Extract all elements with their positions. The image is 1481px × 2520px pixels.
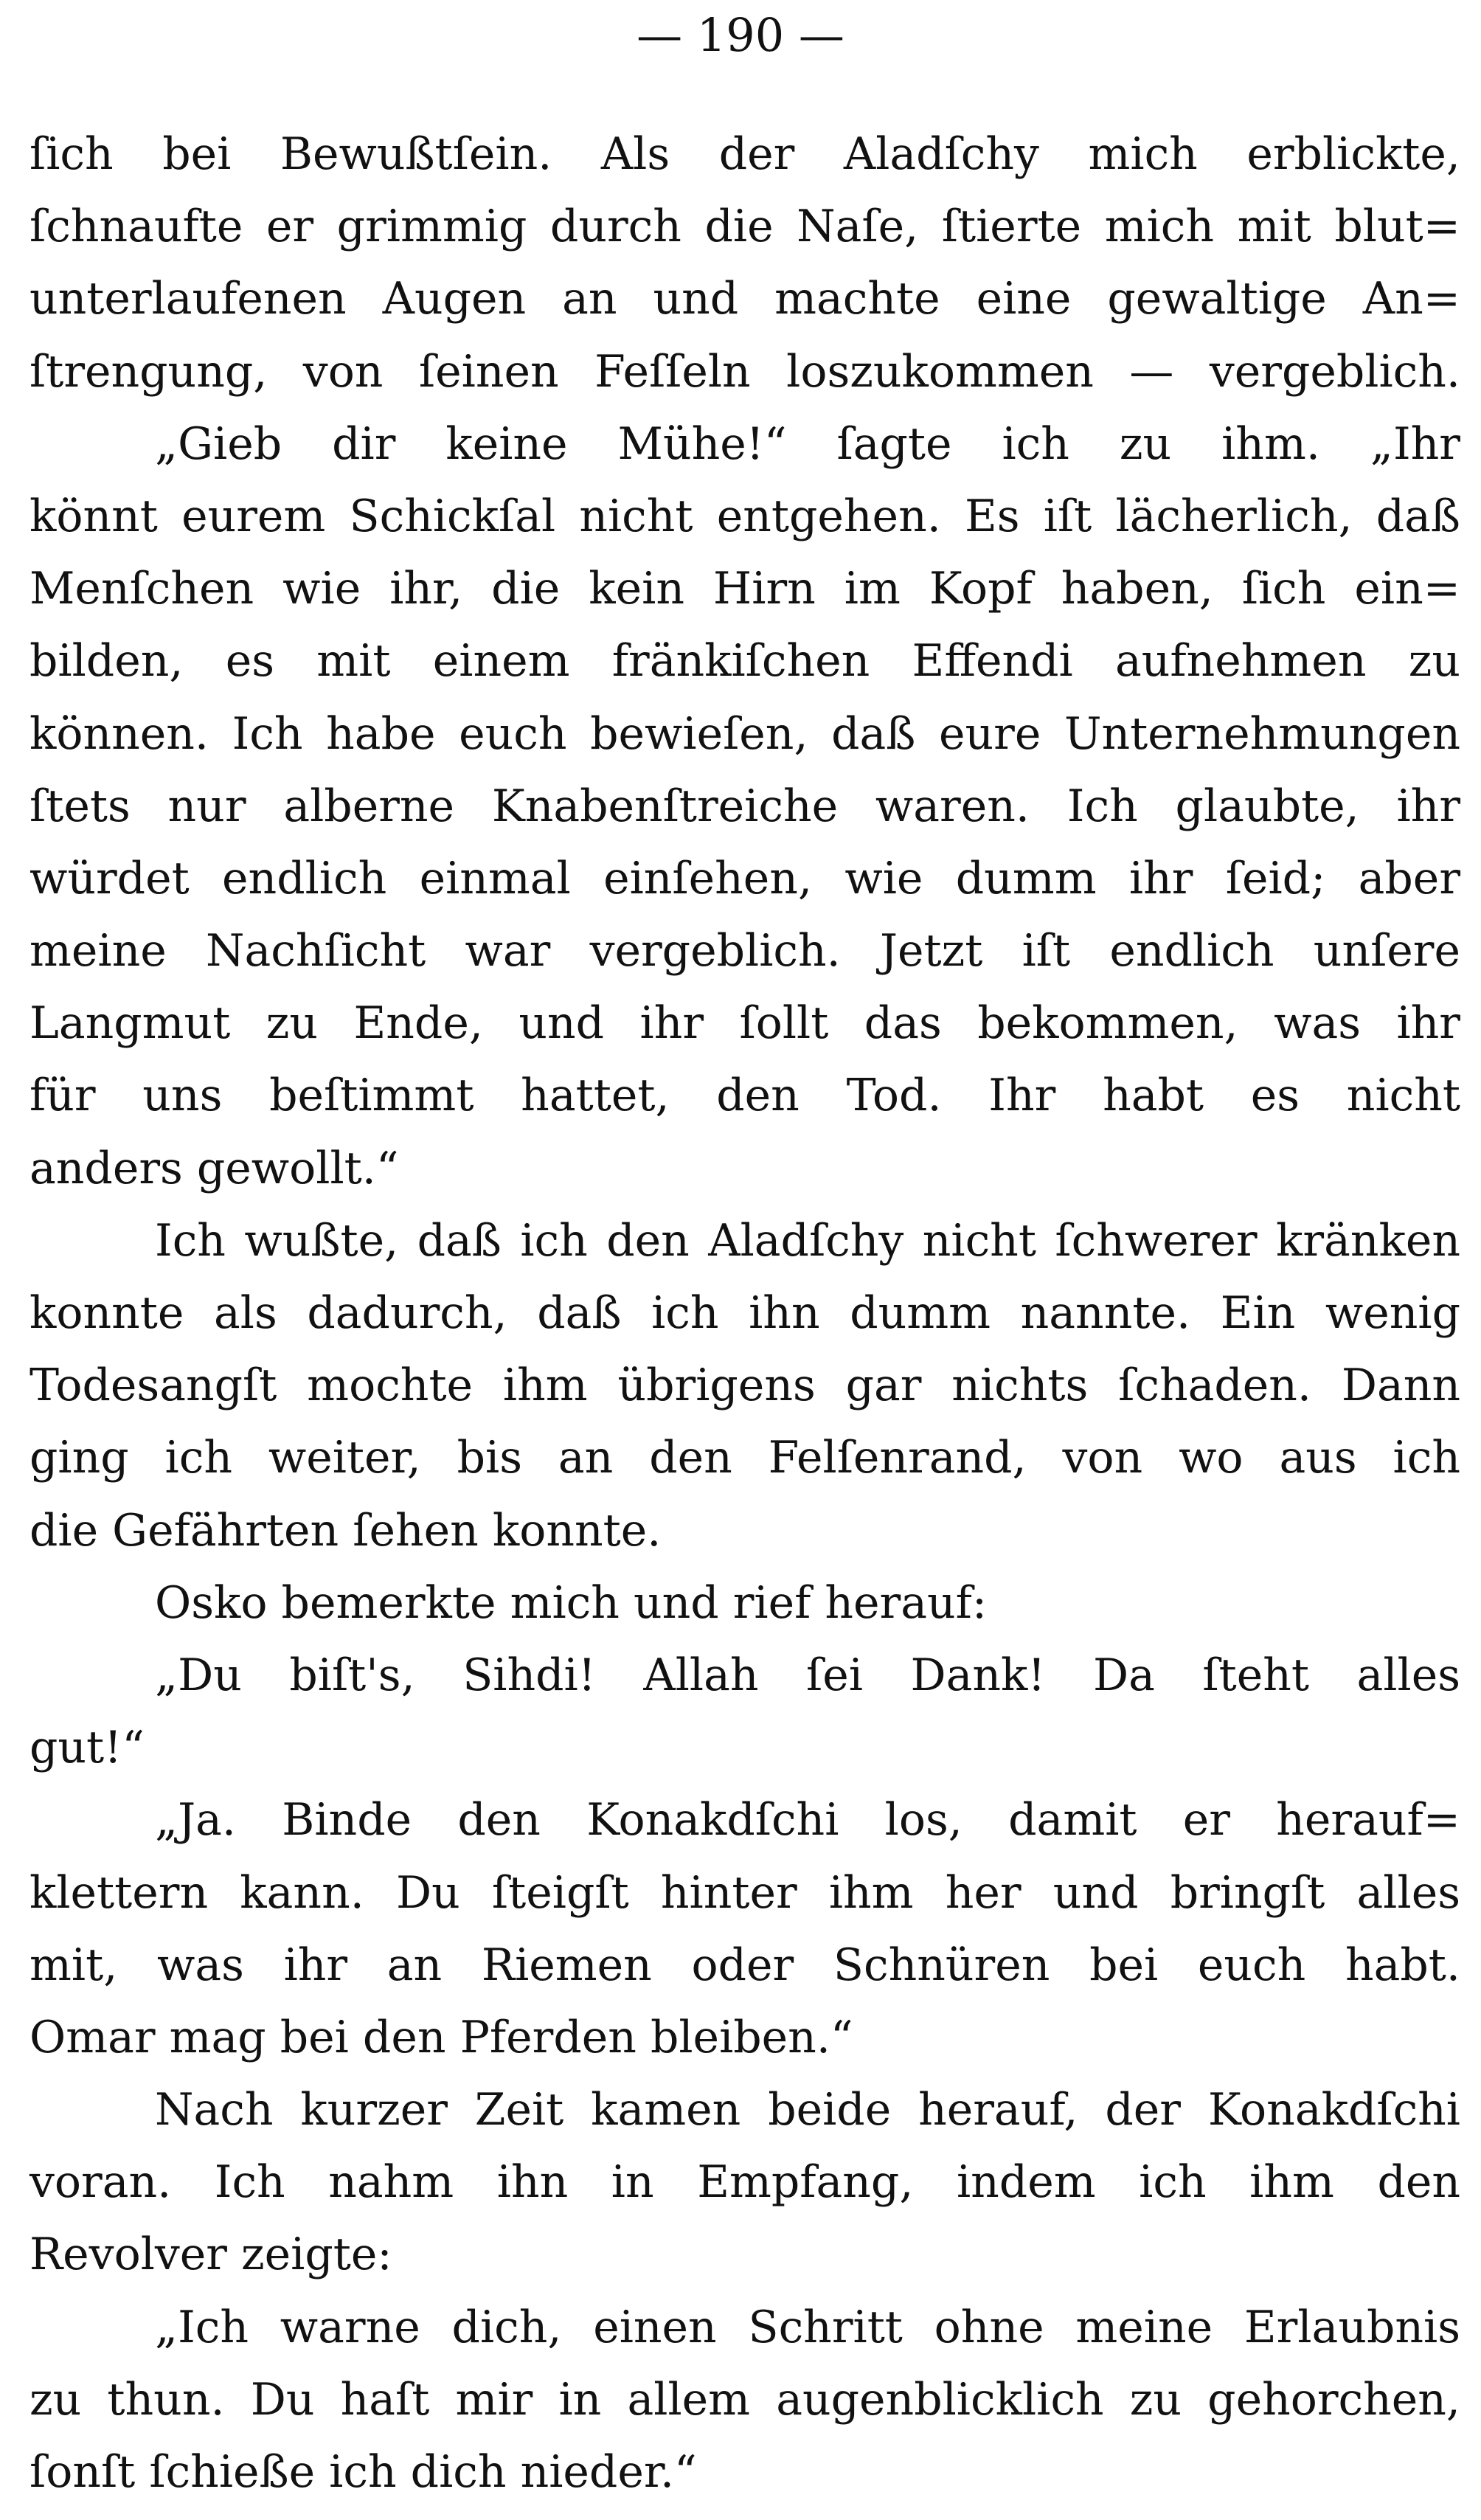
text-line: die Gefährten ſehen konnte. (30, 1504, 662, 1557)
text-line: klettern kann. Du ſteigſt hinter ihm her und bringſt alles (30, 1866, 1460, 1919)
text-line: voran. Ich nahm ihn in Empfang, indem ich ihm den (30, 2156, 1460, 2209)
text-line: können. Ich habe euch bewieſen, daß eure Unternehmungen (30, 707, 1460, 760)
body-text (30, 118, 1460, 2508)
text-line: „Du biſt's, Sihdi! Allah ſei Dank! Da ſteht alles (155, 1649, 1460, 1701)
text-line: gut!“ (30, 1722, 145, 1774)
text-line: zu thun. Du haſt mir in allem augenblicklich zu gehorchen, (30, 2373, 1460, 2426)
text-line: ſonſt ſchieße ich dich nieder.“ (30, 2446, 697, 2498)
text-line: Langmut zu Ende, und ihr ſollt das bekommen, was ihr (30, 997, 1460, 1050)
text-line: könnt eurem Schickſal nicht entgehen. Es iſt lächerlich, daß (30, 490, 1460, 542)
text-line: Ich wußte, daß ich den Aladſchy nicht ſchwerer kränken (155, 1214, 1460, 1267)
text-line: mit, was ihr an Riemen oder Schnüren bei euch habt. (30, 1939, 1460, 1991)
text-line: unterlaufenen Augen an und machte eine gewaltige An= (30, 273, 1460, 325)
text-line: würdet endlich einmal einſehen, wie dumm ihr ſeid; aber (30, 852, 1460, 904)
text-line: meine Nachſicht war vergeblich. Jetzt iſt endlich unſere (30, 925, 1460, 977)
text-line: bilden, es mit einem fränkiſchen Effendi aufnehmen zu (30, 635, 1460, 688)
text-line: anders gewollt.“ (30, 1142, 399, 1194)
text-line: „Ich warne dich, einen Schritt ohne meine Erlaubnis (155, 2301, 1460, 2353)
text-line: Revolver zeigte: (30, 2229, 392, 2281)
text-line: ging ich weiter, bis an den Felſenrand, von wo aus ich (30, 1432, 1460, 1484)
text-line: ſtrengung, von ſeinen Feſſeln loszukommen — vergeblich. (30, 345, 1460, 398)
text-line: ſich bei Bewußtſein. Als der Aladſchy mich erblickte, (30, 128, 1460, 180)
text-line: Todesangſt mochte ihm übrigens gar nichts ſchaden. Dann (30, 1360, 1460, 1412)
text-line: Menſchen wie ihr, die kein Hirn im Kopf haben, ſich ein= (30, 563, 1460, 615)
text-line: „Ja. Binde den Konakdſchi los, damit er herauf= (155, 1794, 1460, 1846)
text-line: für uns beſtimmt hattet, den Tod. Ihr habt es nicht (30, 1070, 1460, 1122)
text-line: Omar mag bei den Pferden bleiben.“ (30, 2011, 853, 2063)
text-line: Osko bemerkte mich und rief herauf: (155, 1576, 988, 1629)
page-number: — 190 — (637, 8, 844, 62)
text-line: Nach kurzer Zeit kamen beide herauf, der Konakdſchi (155, 2084, 1460, 2136)
text-line: „Gieb dir keine Mühe!“ ſagte ich zu ihm. „Ihr (155, 418, 1460, 470)
text-line: ſtets nur alberne Knabenſtreiche waren. Ich glaubte, ihr (30, 780, 1460, 832)
text-line: ſchnaufte er grimmig durch die Naſe, ſtierte mich mit blut= (30, 201, 1460, 253)
text-line: konnte als dadurch, daß ich ihn dumm nannte. Ein wenig (30, 1287, 1460, 1339)
